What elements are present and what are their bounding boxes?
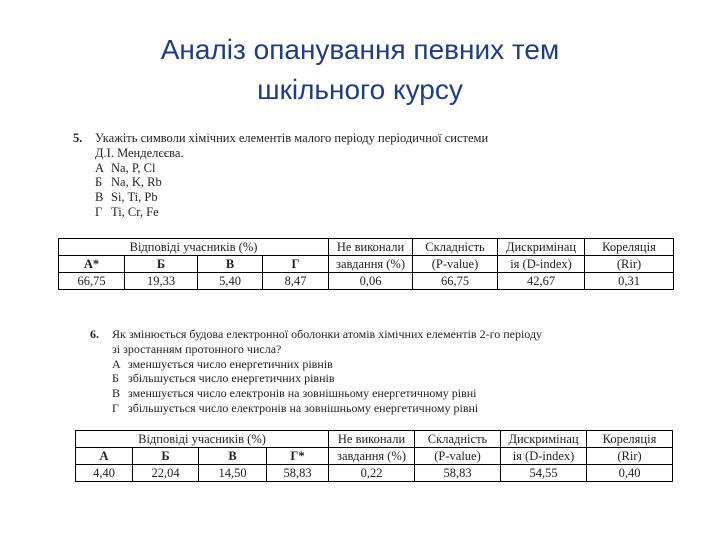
- results-table-6: [75, 430, 673, 482]
- value-cell: 58,83: [415, 465, 501, 482]
- option-text: зменшується число електронів на зовнішньому енергетичному рівні: [128, 386, 477, 401]
- value-cell: 54,55: [501, 465, 587, 482]
- question-5: [73, 131, 488, 220]
- page-title: [0, 30, 720, 110]
- question-number: 6.: [90, 327, 99, 341]
- option-letter: Г: [95, 204, 103, 219]
- header-not-done: Не виконали: [329, 239, 413, 256]
- option-letter: Г: [112, 400, 119, 415]
- header-difficulty: (P-value): [413, 256, 498, 273]
- header-discrimination: ія (D-index): [498, 256, 585, 273]
- header-difficulty: Складність: [415, 431, 501, 448]
- value-cell: 0,40: [587, 465, 673, 482]
- header-difficulty: Складність: [413, 239, 498, 256]
- answer-header: Г*: [267, 448, 329, 465]
- table-row: [59, 273, 674, 290]
- option-text: збільшується число електронів на зовнішньому енергетичному рівні: [128, 400, 479, 415]
- option: [90, 357, 542, 372]
- option: [73, 175, 488, 190]
- option-text: Na, P, Cl: [111, 160, 156, 175]
- results-table-5: [58, 238, 674, 290]
- table-row: [76, 465, 673, 482]
- value-cell: 0,22: [329, 465, 415, 482]
- question-text: Д.І. Менделєєва.: [95, 145, 184, 160]
- option: [73, 190, 488, 205]
- value-cell: 66,75: [413, 273, 498, 290]
- header-correlation: (Rir): [587, 448, 673, 465]
- answer-header: А: [76, 448, 133, 465]
- option: [90, 401, 542, 416]
- option: [90, 371, 542, 386]
- header-discrimination: Дискримінац: [501, 431, 587, 448]
- header-not-done: завдання (%): [329, 448, 415, 465]
- question-6: [90, 327, 542, 416]
- option-text: Ti, Cr, Fe: [111, 204, 159, 219]
- question-text: Як змінюється будова електронної оболонки атомів хімічних елементів 2-го періоду: [112, 327, 543, 341]
- option-letter: В: [112, 386, 121, 401]
- value-cell: 22,04: [133, 465, 199, 482]
- value-cell: 5,40: [198, 273, 263, 290]
- question-text: зі зростанням протонного числа?: [112, 341, 282, 356]
- option-text: зменшується число енергетичних рівнів: [128, 356, 333, 371]
- value-cell: 14,50: [199, 465, 267, 482]
- header-correlation: Кореляція: [585, 239, 674, 256]
- header-discrimination: Дискримінац: [498, 239, 585, 256]
- option-letter: Б: [95, 175, 103, 190]
- header-not-done: Не виконали: [329, 431, 415, 448]
- value-cell: 58,83: [267, 465, 329, 482]
- answer-header: Б: [133, 448, 199, 465]
- question-text: Укажіть символи хімічних елементів малого періоду періодичної системи: [95, 131, 489, 145]
- value-cell: 66,75: [59, 273, 125, 290]
- option: [73, 205, 488, 220]
- title-line: шкільного курсу: [257, 74, 463, 105]
- option-text: Si, Ti, Pb: [111, 190, 158, 205]
- header-discrimination: ія (D-index): [501, 448, 587, 465]
- value-cell: 0,06: [329, 273, 413, 290]
- option-text: Na, K, Rb: [111, 175, 162, 190]
- answer-header: Б: [125, 256, 198, 273]
- option-letter: В: [95, 190, 104, 205]
- value-cell: 8,47: [263, 273, 329, 290]
- question-number: 5.: [73, 131, 83, 145]
- header-correlation: (Rir): [585, 256, 674, 273]
- answer-header: В: [199, 448, 267, 465]
- option-text: збільшується число енергетичних рівнів: [128, 371, 335, 386]
- answer-header: В: [198, 256, 263, 273]
- value-cell: 0,31: [585, 273, 674, 290]
- option-letter: А: [112, 356, 121, 371]
- group-header: Відповіді учасників (%): [76, 431, 329, 448]
- answer-header: А*: [59, 256, 125, 273]
- answer-header: Г: [263, 256, 329, 273]
- value-cell: 42,67: [498, 273, 585, 290]
- header-not-done: завдання (%): [329, 256, 413, 273]
- value-cell: 4,40: [76, 465, 133, 482]
- value-cell: 19,33: [125, 273, 198, 290]
- title-line: Аналіз опанування певних тем: [160, 34, 560, 65]
- header-difficulty: (P-value): [415, 448, 501, 465]
- option: [73, 161, 488, 176]
- option: [90, 386, 542, 401]
- group-header: Відповіді учасників (%): [59, 239, 329, 256]
- option-letter: Б: [112, 371, 119, 386]
- header-correlation: Кореляція: [587, 431, 673, 448]
- option-letter: А: [95, 160, 105, 175]
